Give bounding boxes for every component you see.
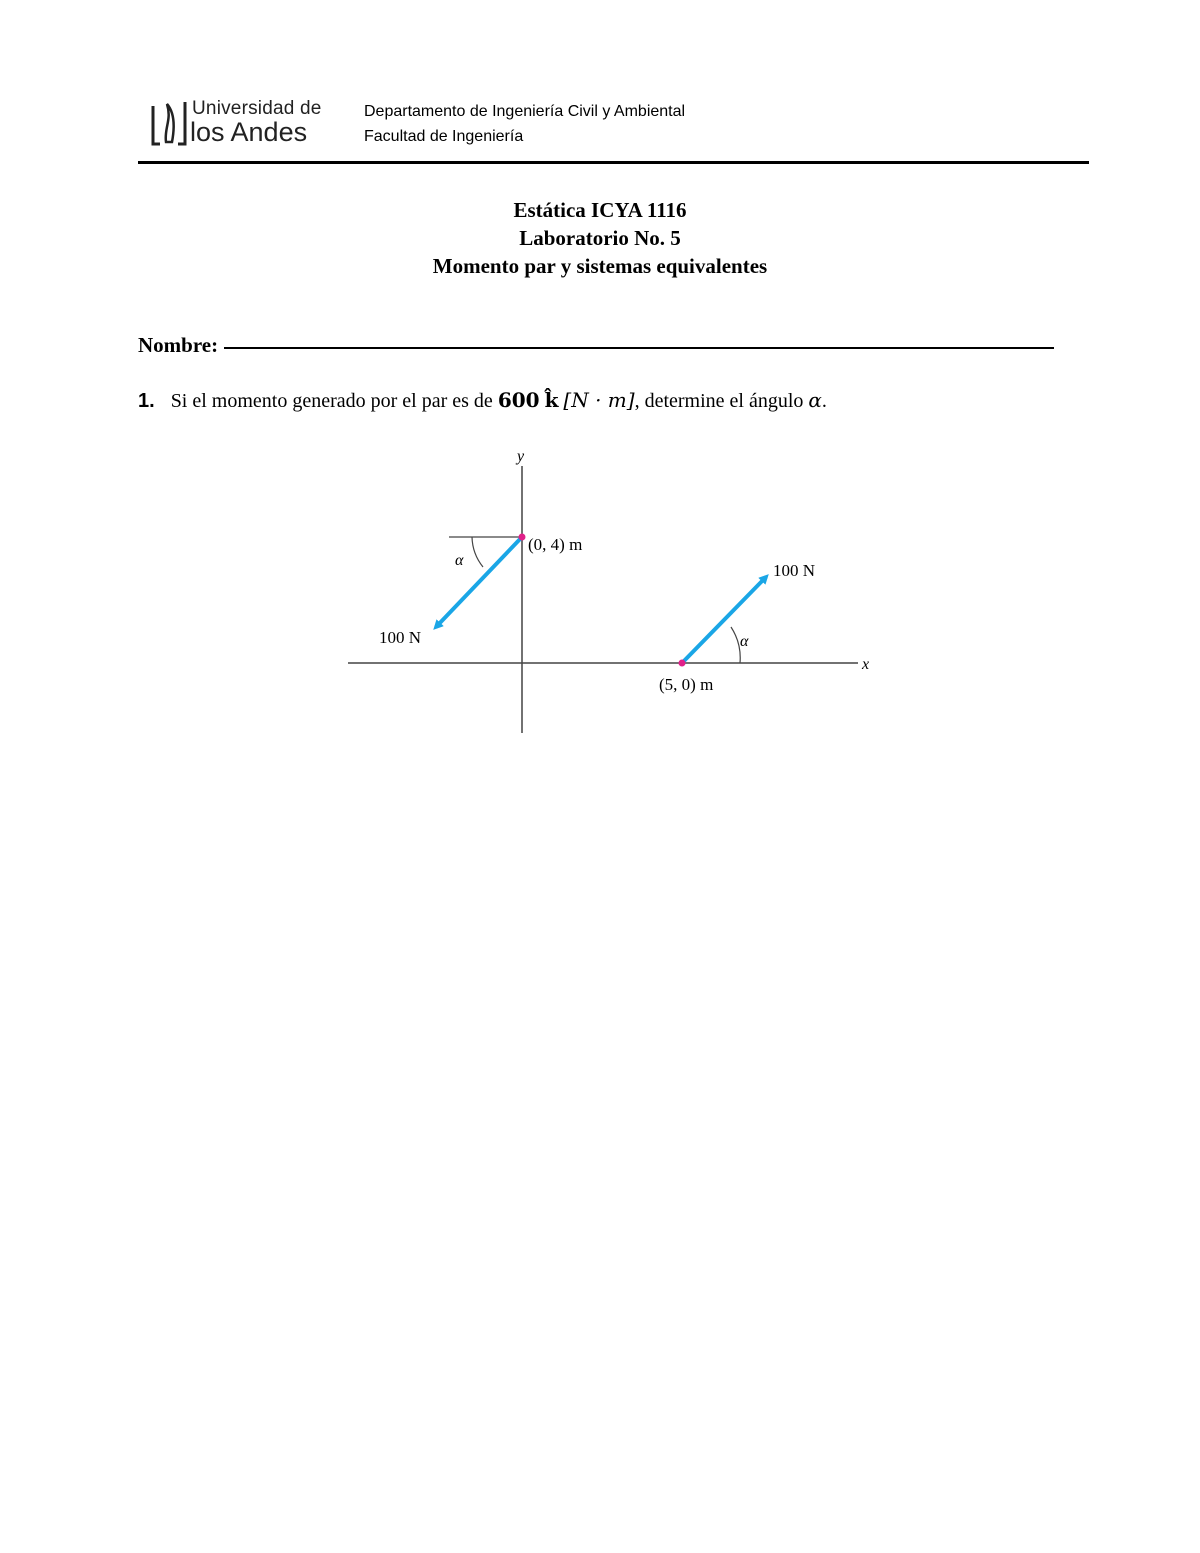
logo-line-2: los Andes: [190, 117, 308, 147]
point-b-marker: [679, 660, 686, 667]
point-a-label: (0, 4) m: [528, 535, 583, 554]
angle-label-b: α: [740, 633, 749, 650]
topic-title: Momento par y sistemas equivalentes: [432, 254, 768, 278]
course-title: Estática ICYA 1116: [513, 198, 687, 222]
question-text-before: Si el momento generado por el par es de: [170, 390, 498, 412]
force-arrow-a: [436, 537, 522, 627]
force-a-label: 100 N: [379, 628, 422, 647]
x-axis-label: x: [862, 656, 870, 673]
moment-units: [N · m]: [563, 388, 635, 412]
department-name: Departamento de Ingeniería Civil y Ambiental: [364, 103, 686, 120]
force-arrow-b: [682, 577, 766, 663]
logo-line-1: Universidad de: [192, 98, 322, 119]
point-b-label: (5, 0) m: [659, 675, 714, 694]
point-a-marker: [519, 534, 526, 541]
moment-value: 600: [497, 388, 540, 412]
y-axis-label: y: [517, 448, 525, 465]
angle-arc-b: [731, 627, 740, 663]
angle-label-a: α: [455, 552, 464, 569]
question-end: .: [821, 390, 827, 412]
angle-arc-a: [472, 537, 483, 567]
question-number: 1.: [138, 390, 155, 412]
force-b-label: 100 N: [773, 561, 816, 580]
unit-vector: k̂: [544, 388, 559, 412]
name-label: Nombre:: [138, 333, 219, 357]
question-text-after: , determine el ángulo: [634, 390, 809, 412]
faculty-name: Facultad de Ingeniería: [364, 128, 524, 145]
lab-title: Laboratorio No. 5: [519, 226, 681, 250]
angle-symbol: α: [808, 388, 822, 412]
